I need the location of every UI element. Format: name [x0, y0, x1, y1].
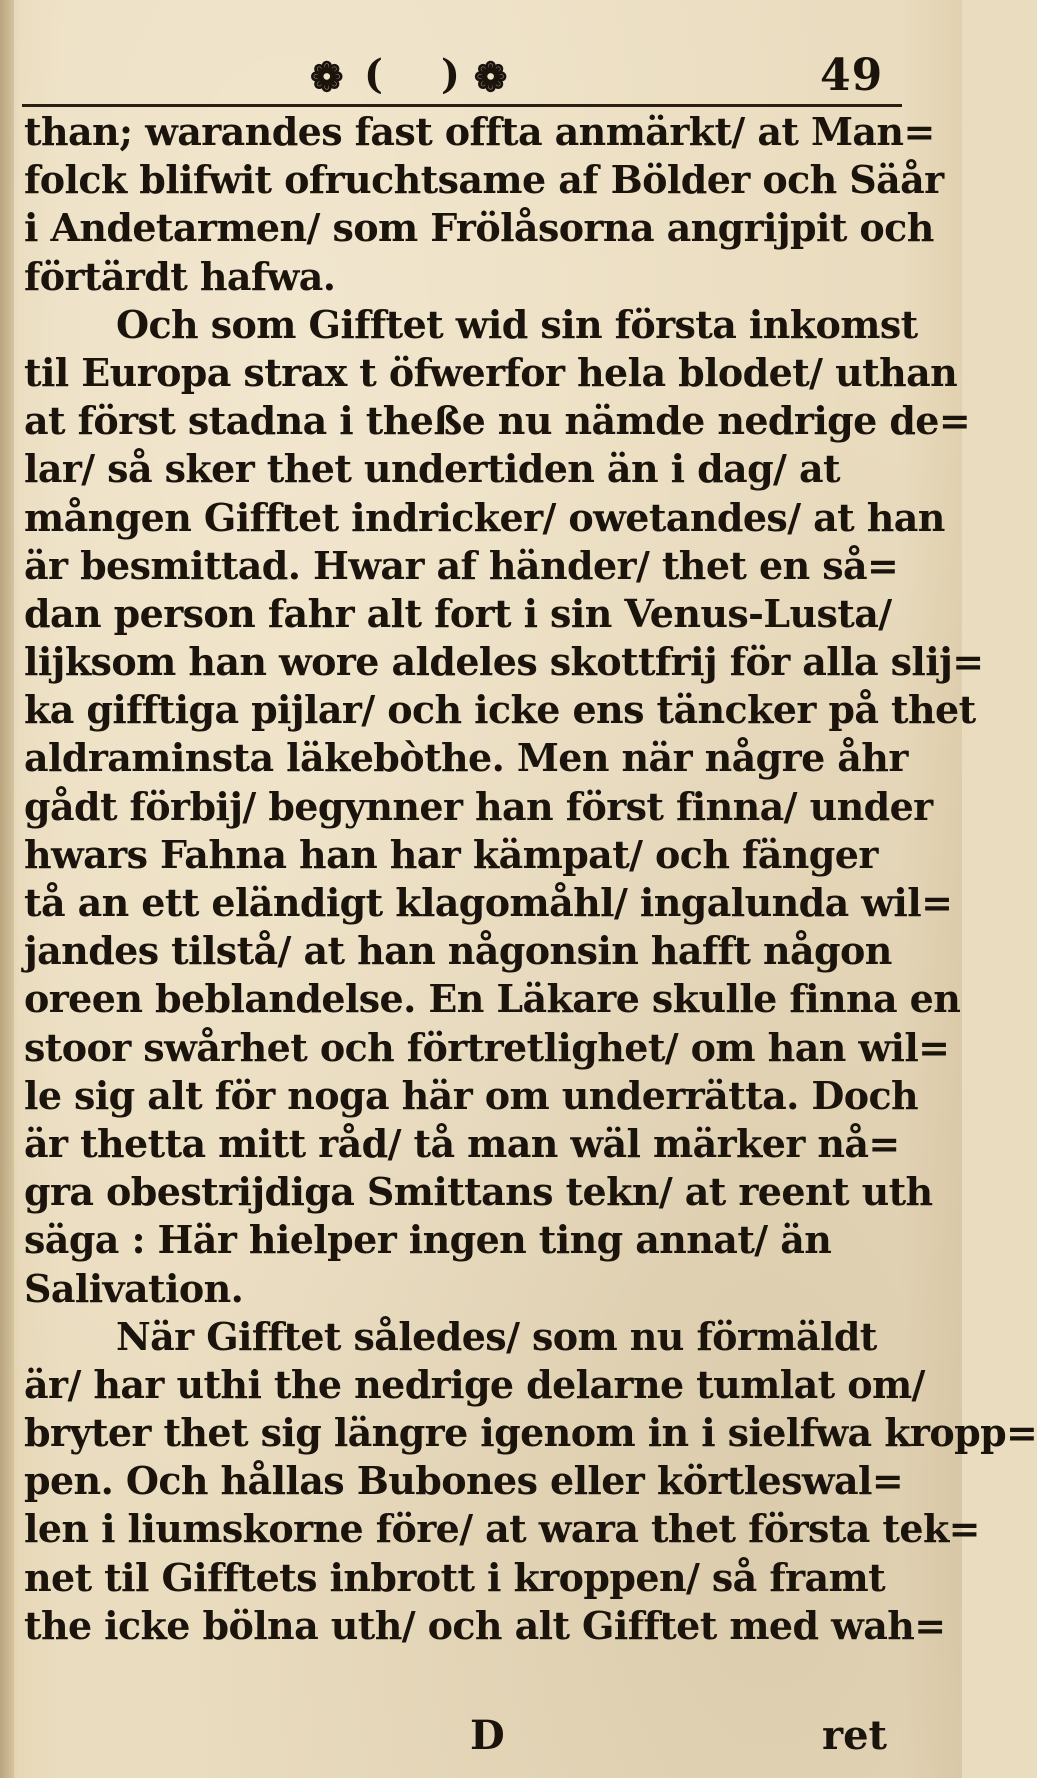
header-rule	[22, 104, 902, 107]
left-ornament-icon: ❁	[310, 54, 344, 101]
text-line: gådt förbij/ begynner han först finna/ under	[24, 783, 933, 829]
text-line: len i liumskorne före/ at wara thet första tek=	[24, 1506, 980, 1552]
text-line: folck blifwit ofruchtsame af Bölder och Säår	[24, 157, 944, 203]
body-text	[24, 108, 1037, 1650]
text-line: är thetta mitt råd/ tå man wäl märker nå=	[24, 1120, 900, 1166]
catchword: ret	[822, 1712, 887, 1759]
signature-mark: D	[470, 1712, 505, 1759]
text-line: than; warandes fast offta anmärkt/ at Man=	[24, 109, 935, 154]
text-line: i Andetarmen/ som Frölåsorna angrijpit och	[24, 205, 934, 251]
text-line: är/ har uthi the nedrige delarne tumlat om/	[24, 1361, 925, 1407]
page-footer	[0, 1712, 962, 1768]
text-line: aldraminsta läkebòthe. Men när någre åhr	[24, 735, 908, 781]
text-line: ka gifftiga pijlar/ och icke ens täncker på thet	[24, 687, 976, 733]
page-header	[0, 44, 962, 104]
text-line: hwars Fahna han har kämpat/ och fänger	[24, 831, 878, 877]
text-line: dan person fahr alt fort i sin Venus-Lusta/	[24, 590, 892, 636]
text-line: the icke bölna uth/ och alt Gifftet med wah=	[24, 1602, 946, 1648]
text-line: le sig alt för noga här om underrätta. Doch	[24, 1072, 919, 1118]
text-line: stoor swårhet och förtretlighet/ om han wil=	[24, 1024, 950, 1070]
text-line: är besmittad. Hwar af händer/ thet en så=	[24, 542, 899, 588]
close-paren: )	[440, 50, 460, 98]
text-line: säga : Här hielper ingen ting annat/ än	[24, 1217, 832, 1263]
text-line: jandes tilstå/ at han någonsin hafft någon	[24, 928, 892, 974]
text-line: mången Gifftet indricker/ owetandes/ at han	[24, 494, 945, 540]
text-line: När Gifftet således/ som nu förmäldt	[116, 1313, 877, 1359]
text-line: net til Gifftets inbrott i kroppen/ så framt	[24, 1554, 886, 1600]
text-line: at först stadna i theße nu nämde nedrige de=	[24, 398, 971, 444]
text-line: bryter thet sig längre igenom in i sielfwa kropp=	[24, 1410, 1037, 1456]
text-line: Och som Gifftet wid sin första inkomst	[116, 301, 918, 347]
open-paren: (	[364, 50, 383, 98]
text-line: tå an ett eländigt klagomåhl/ ingalunda wil=	[24, 880, 953, 925]
text-line: gra obestrijdiga Smittans tekn/ at reent uth	[24, 1169, 933, 1215]
right-ornament-icon: ❁	[473, 54, 508, 101]
page-number: 49	[820, 50, 884, 101]
text-line: lijksom han wore aldeles skottfrij för alla slij=	[24, 639, 984, 685]
text-line: förtärdt hafwa.	[24, 253, 336, 299]
text-line: oreen beblandelse. En Läkare skulle finna en	[24, 976, 961, 1022]
text-line: lar/ så sker thet undertiden än i dag/ at	[24, 446, 840, 492]
header-ornament-group	[310, 44, 560, 104]
binding-edge	[0, 0, 14, 1778]
text-line: pen. Och hållas Bubones eller körtleswal=	[24, 1458, 904, 1504]
text-line: til Europa strax t öfwerfor hela blodet/ uthan	[24, 349, 958, 395]
text-line: Salivation.	[24, 1265, 244, 1311]
